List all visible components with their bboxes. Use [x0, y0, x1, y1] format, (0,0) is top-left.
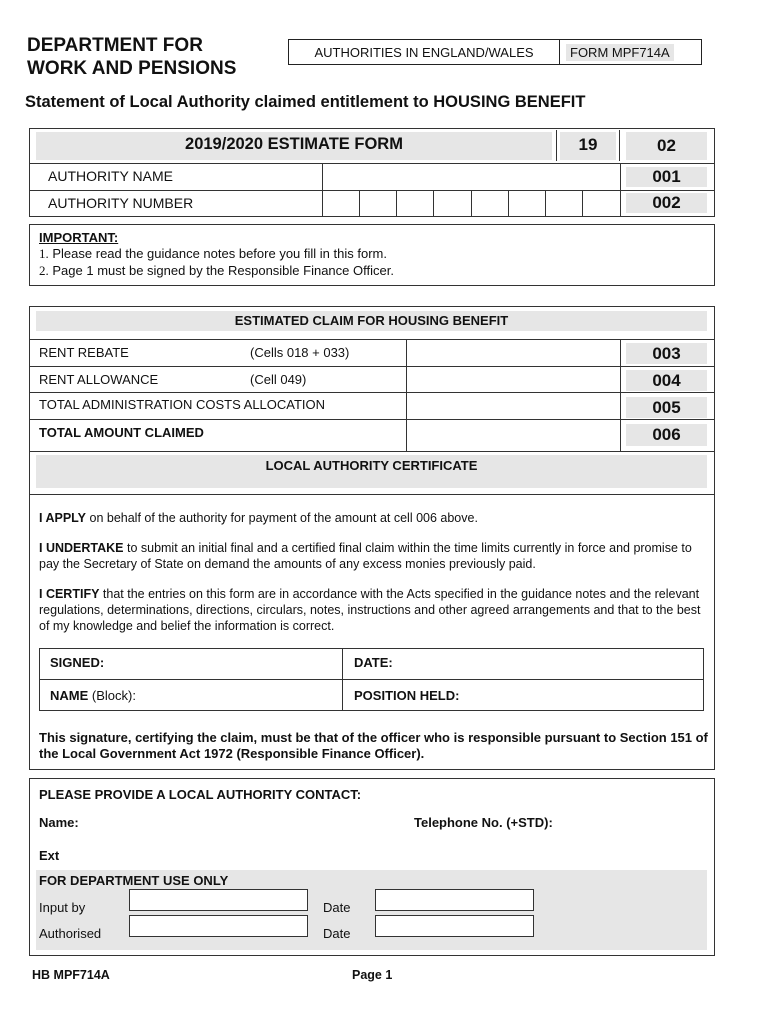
authorised-date-label: Date	[323, 926, 351, 941]
apply-paragraph	[39, 510, 709, 526]
total-claimed-code: 006	[626, 424, 707, 446]
position-field[interactable]	[485, 681, 701, 709]
certify-paragraph	[39, 586, 709, 634]
rent-allowance-field[interactable]	[407, 367, 620, 392]
authority-number-label: AUTHORITY NUMBER	[48, 195, 194, 211]
signed-field[interactable]	[120, 650, 340, 678]
total-claimed-field[interactable]	[407, 420, 620, 451]
rent-rebate-note: (Cells 018 + 033)	[250, 345, 350, 360]
signature-footnote: This signature, certifying the claim, must be that of the officer who is responsible pursuant to Section 151 of the Local Government Act 1972 (Responsible Finance Officer).	[39, 730, 708, 761]
dept-use-title: FOR DEPARTMENT USE ONLY	[39, 873, 229, 888]
certify-lead: I CERTIFY	[39, 587, 100, 601]
certify-text: that the entries on this form are in accordance with the Acts specified in the guidance notes and the relevant regulations, determinations, directions, circulars, notes, instructions and other agreed arrangements and that to the best of my knowledge and belief the information is correct.	[39, 587, 701, 633]
form-number: 02	[626, 132, 707, 160]
name-field[interactable]	[160, 681, 340, 709]
rent-allowance-label: RENT ALLOWANCE	[39, 372, 159, 387]
authority-number-field[interactable]	[323, 191, 620, 216]
authority-number-code: 002	[626, 193, 707, 213]
important-item-2-num: 2.	[39, 263, 49, 278]
name-label-note: (Block):	[88, 688, 136, 703]
contact-name-label: Name:	[39, 815, 79, 830]
department-line-1: DEPARTMENT FOR	[27, 35, 203, 56]
telephone-field[interactable]	[585, 810, 705, 834]
date-label: DATE:	[354, 655, 393, 670]
admin-costs-code: 005	[626, 397, 707, 418]
name-label-bold: NAME	[50, 688, 89, 703]
rent-rebate-code: 003	[626, 343, 707, 364]
important-item-1-num: 1.	[39, 246, 49, 261]
authority-name-field[interactable]	[323, 164, 620, 190]
input-date-field[interactable]	[375, 889, 534, 911]
important-item-2-text: Page 1 must be signed by the Responsible Finance Officer.	[52, 263, 394, 278]
region-label: AUTHORITIES IN ENGLAND/WALES	[314, 44, 534, 60]
authority-name-code: 001	[626, 167, 707, 187]
apply-text: on behalf of the authority for payment of the amount at cell 006 above.	[86, 511, 478, 525]
important-item-2	[39, 263, 394, 279]
rent-rebate-field[interactable]	[407, 340, 620, 366]
ext-label: Ext	[39, 848, 60, 863]
footer-page: Page 1	[352, 968, 393, 982]
apply-lead: I APPLY	[39, 511, 87, 525]
admin-costs-label: TOTAL ADMINISTRATION COSTS ALLOCATION	[39, 397, 326, 412]
rent-allowance-code: 004	[626, 370, 707, 391]
statement-title: Statement of Local Authority claimed entitlement to HOUSING BENEFIT	[25, 93, 586, 111]
region-box	[288, 39, 560, 65]
department-line-2: WORK AND PENSIONS	[27, 58, 237, 79]
input-by-field[interactable]	[129, 889, 308, 911]
undertake-paragraph	[39, 540, 709, 572]
authorised-date-field[interactable]	[375, 915, 534, 937]
authorised-field[interactable]	[129, 915, 308, 937]
ext-field[interactable]	[70, 843, 270, 865]
position-label: POSITION HELD:	[354, 688, 460, 703]
contact-title: PLEASE PROVIDE A LOCAL AUTHORITY CONTACT:	[39, 787, 362, 802]
input-by-label: Input by	[39, 900, 86, 915]
form-code-label: FORM MPF714A	[566, 44, 674, 61]
important-title: IMPORTANT:	[39, 230, 119, 245]
footer-code: HB MPF714A	[32, 968, 110, 982]
signed-label: SIGNED:	[50, 655, 105, 670]
form-code-box	[559, 39, 702, 65]
rent-allowance-note: (Cell 049)	[250, 372, 307, 387]
name-label	[50, 688, 136, 703]
undertake-text: to submit an initial final and a certified final claim within the time limits currently in force and promise to pay the Secretary of State on demand the amounts of any excess monies previously paid.	[39, 541, 692, 571]
important-item-1-text: Please read the guidance notes before you fill in this form.	[52, 246, 387, 261]
date-field[interactable]	[405, 650, 701, 678]
undertake-lead: I UNDERTAKE	[39, 541, 124, 555]
telephone-label: Telephone No. (+STD):	[414, 815, 553, 830]
admin-costs-field[interactable]	[407, 393, 620, 419]
authorised-label: Authorised	[39, 926, 102, 941]
contact-name-field[interactable]	[90, 810, 390, 834]
input-date-label: Date	[323, 900, 351, 915]
important-item-1	[39, 246, 387, 262]
rent-rebate-label: RENT REBATE	[39, 345, 129, 360]
authority-name-label: AUTHORITY NAME	[48, 168, 173, 184]
claim-title: ESTIMATED CLAIM FOR HOUSING BENEFIT	[234, 313, 509, 328]
year-code: 19	[578, 135, 598, 154]
estimate-title: 2019/2020 ESTIMATE FORM	[185, 135, 403, 153]
certificate-title: LOCAL AUTHORITY CERTIFICATE	[265, 458, 478, 473]
department-title	[27, 34, 236, 80]
total-claimed-label: TOTAL AMOUNT CLAIMED	[39, 425, 204, 440]
